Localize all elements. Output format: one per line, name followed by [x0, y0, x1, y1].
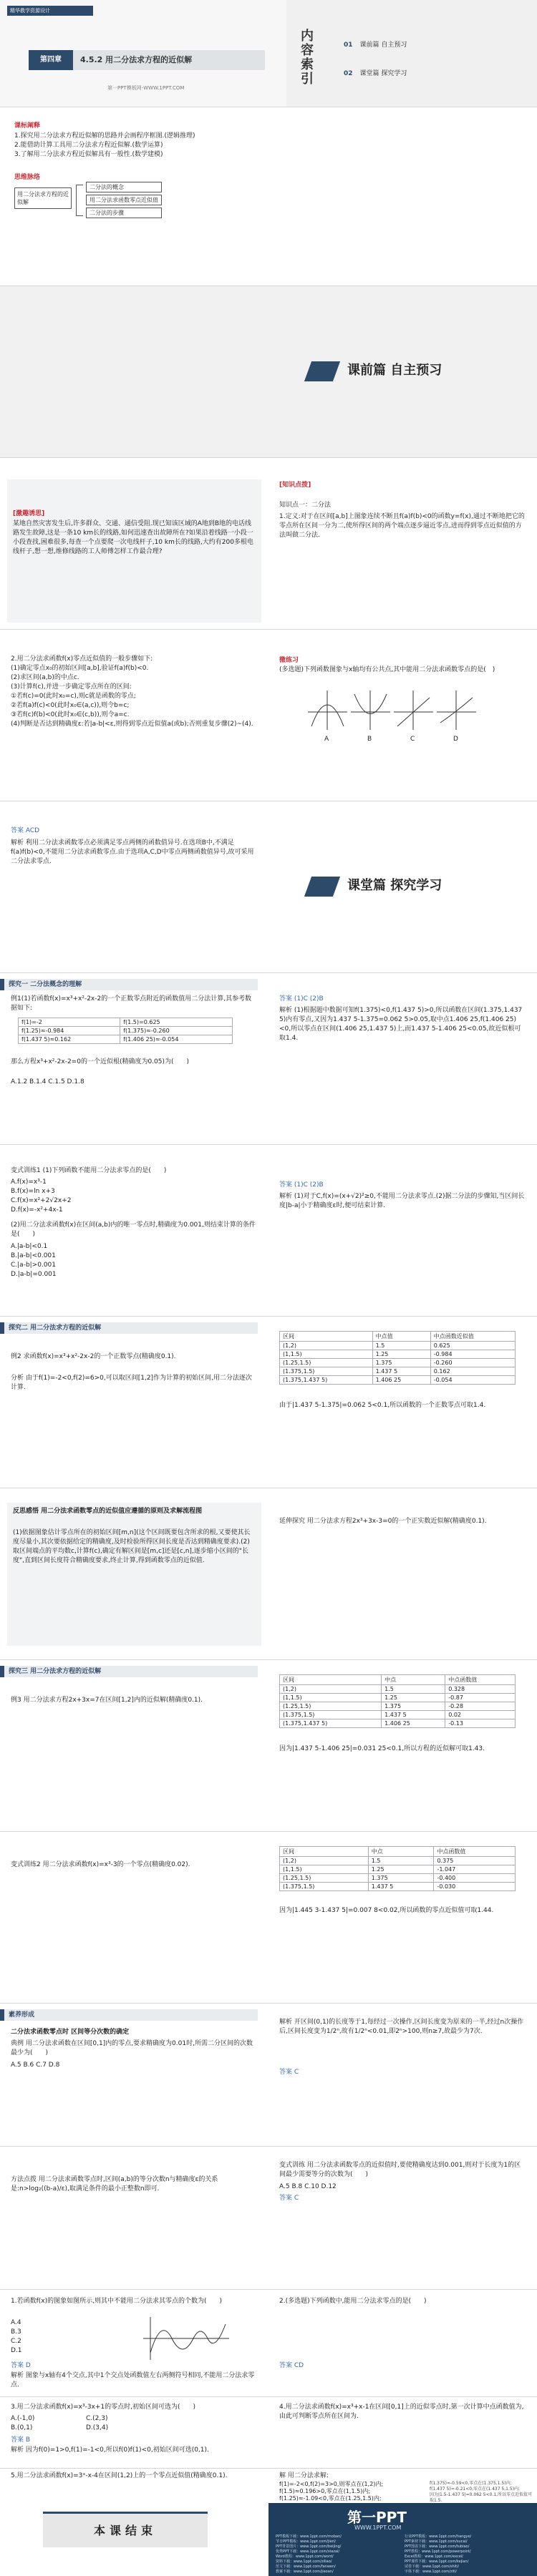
toc-label: 课堂篇 探究学习 — [359, 70, 407, 77]
answer: 答案 C — [279, 2195, 299, 2202]
table-row — [280, 1702, 516, 1711]
table-cell: 1.375 — [372, 1359, 430, 1367]
table-row — [280, 1694, 516, 1702]
table-cell: 1.5 — [382, 1685, 445, 1694]
col-header: 中点函数值 — [445, 1675, 516, 1685]
table-cell: (1.25,1.5) — [280, 1702, 382, 1711]
table-cell: 1.406 25 — [372, 1376, 430, 1385]
solution-line: f(1)=-2<0,f(2)=3>0,则零点在(1,2)内; — [279, 2481, 384, 2487]
solution-lines-extra — [430, 2481, 533, 2504]
section-bar — [0, 979, 258, 990]
table-cell: -1.047 — [434, 1865, 516, 1874]
table-cell: f(1.406 25)≈-0.054 — [120, 1035, 233, 1044]
map-item: 二分法的步骤 — [86, 208, 162, 218]
example-text: 例1(1)若函数f(x)=x³+x²-2x-2的一个正数零点附近的函数值用二分法计算,其参考数据如下: — [11, 995, 252, 1012]
explanation: 解析 开区间(0,1)的长度等于1,每经过一次操作,区间长度变为原来的一半,经过n次操作后,区间长度变为1/2ⁿ,故有1/2ⁿ<0.01,即2ⁿ>100,则n≥7,故最少为7次. — [279, 2019, 524, 2035]
option: C.f(x)=x²+2√2x+2 — [11, 1197, 72, 1204]
answer-2: 答案 CD — [279, 2362, 304, 2369]
option: C.|a-b|>0.001 — [11, 1262, 56, 1269]
table-cell: f(1.5)=0.625 — [120, 1018, 233, 1027]
table-cell: (1,2) — [280, 1857, 369, 1865]
col-header: 区间 — [280, 1847, 369, 1857]
options: A.1.2 B.1.4 C.1.5 D.1.8 — [11, 1078, 84, 1085]
answer: 答案 B — [11, 2436, 31, 2444]
option: D.|a-b|=0.001 — [11, 1271, 57, 1278]
table-row — [280, 1865, 516, 1874]
option: A.(-1,0) — [11, 2415, 35, 2422]
option: B.|a-b|<0.001 — [11, 1252, 56, 1259]
table-cell: 0.02 — [445, 1711, 516, 1719]
table-row — [280, 1719, 516, 1728]
slide-intro — [0, 458, 537, 630]
slide-practice-1 — [0, 2290, 537, 2397]
map-brace — [76, 185, 83, 216]
step-line: (1)确定零点x₀的初始区间[a,b],验证f(a)f(b)<0. — [11, 665, 149, 672]
goal-item: 1.探究用二分法求方程近似解的思路并会画程序框图.(逻辑推理) — [14, 132, 195, 140]
options-list-2 — [11, 1242, 57, 1279]
options-list — [11, 1178, 71, 1215]
table-cell: -0.030 — [434, 1883, 516, 1891]
question: 典例 用二分法求函数在区间[0,1]内的零点,要求精确度为0.01时,所需二分区间的次数最少为( ) — [11, 2040, 253, 2057]
link[interactable]: 优秀PPT下载：www.1ppt.com/xiazai/ — [276, 2550, 340, 2554]
link[interactable]: 字体下载：www.1ppt.com/ziti/ — [405, 2570, 457, 2574]
options-list — [11, 2318, 22, 2356]
option: B.f(x)=ln x+3 — [11, 1188, 55, 1195]
function-graph — [143, 2317, 229, 2360]
table-cell: -0.260 — [430, 1359, 515, 1367]
solution-line: f(1.5)≈0.196>0,零点在(1,1.5)内; — [279, 2488, 371, 2494]
col-header: 中点函数近似值 — [430, 1332, 515, 1342]
table-cell: (1.375,1.5) — [280, 1883, 369, 1891]
tip-text: 1.定义:对于在区间[a,b]上图象连续不断且f(a)f(b)<0的函数y=f(x),通过不断地把它的零点所在区间一分为二,使所得区间的两个端点逐步逼近零点,进而得到零点近似值的方法叫做二分法. — [279, 513, 525, 539]
footer-text: 第一PPT模板网-WWW.1PPT.COM — [107, 85, 185, 91]
goal-title: 课标阐释 — [14, 122, 41, 130]
iteration-table — [279, 1846, 516, 1891]
table-cell: 1.437 5 — [372, 1367, 430, 1376]
goal-item: 2.能借助计算工具用二分法求方程近似解.(数学运算) — [14, 142, 163, 149]
scene-title: [激趣诱思] — [13, 510, 45, 517]
tip-head: 知识点一：二分法 — [279, 502, 332, 509]
table-row — [280, 1874, 516, 1883]
step-line: 2.用二分法求函数f(x)零点近似值的一般步骤如下: — [11, 655, 153, 663]
table-cell: (1,2) — [280, 1342, 373, 1350]
banner-text: 课前篇 自主预习 — [347, 363, 442, 378]
table-cell: 0.162 — [430, 1367, 515, 1376]
topic-title: 二分法求函数零点时 区间等分次数的确定 — [11, 2029, 130, 2036]
step-line: (3)计算f(c),并进一步确定零点所在的区间: — [11, 683, 132, 691]
table-row — [19, 1018, 233, 1027]
table-cell: f(1.25)≈-0.984 — [19, 1027, 120, 1035]
table-row — [280, 1350, 516, 1359]
slide-banner-preview — [0, 286, 537, 458]
answer: 答案 C — [279, 2069, 299, 2076]
section-bar — [0, 1322, 258, 1334]
table-cell: 1.437 5 — [382, 1711, 445, 1719]
option: D.(3,4) — [86, 2424, 109, 2431]
data-table — [18, 1018, 233, 1044]
col-header: 中点 — [382, 1675, 445, 1685]
table-row — [280, 1376, 516, 1385]
table-cell: 1.437 5 — [368, 1883, 434, 1891]
table-cell: (1,1.5) — [280, 1694, 382, 1702]
section-bar-label: 素养形成 — [9, 2011, 35, 2019]
link[interactable]: PPT教程：www.1ppt.com/powerpoint/ — [405, 2550, 471, 2554]
option: B.(0,1) — [11, 2424, 33, 2431]
question: 1.若函数f(x)的图象如图所示,则其中不能用二分法求其零点的个数为( ) — [11, 2298, 222, 2305]
section-bar — [0, 2009, 258, 2021]
option: A.|a-b|<0.1 — [11, 1243, 48, 1250]
table-row — [280, 1711, 516, 1719]
link[interactable]: 资料下载：www.1ppt.com/ziliao/ — [276, 2560, 332, 2564]
choice-graphs — [308, 691, 480, 776]
question-2: 2.(多选题)下列函数中,能用二分法求零点的是( ) — [279, 2298, 427, 2305]
table-row — [280, 1367, 516, 1376]
toc-num: 01 — [344, 42, 353, 49]
scene-panel — [7, 479, 261, 623]
table-header — [280, 1332, 516, 1342]
section-bar-label: 探究三 用二分法求方程的近似解 — [9, 1668, 102, 1675]
reflection-text: (1)依据图象估计零点所在的初始区间[m,n](这个区间既要包含所求的根,又要使其长度尽量小,其次要依据给定的精确度,及时检验所得区间长度是否达到精确度要求).(2)取区间端点的平均数c,计算f(c),确定有解区间是[m,c]还是[c,n],逐步缩小区间的"长度",直到区间长度符合精确度要求,终止计算,得到函数零点的近似值. — [13, 1529, 251, 1564]
goal-list — [14, 132, 444, 160]
goal-item: 3.了解用二分法求方程近似解具有一般性.(数学建模) — [14, 151, 163, 158]
iteration-table — [279, 1674, 516, 1728]
choice-label: B — [367, 736, 372, 743]
option: D.f(x)=-x²+4x-1 — [11, 1206, 63, 1214]
answer: 答案 (1)C (2)B — [279, 1181, 324, 1189]
table-cell: f(1.437 5)≈0.162 — [19, 1035, 120, 1044]
slide-example3 — [0, 1660, 537, 1832]
solution-line: 因为|1.5-1.437 5|=0.062 5<0.1,所以零点近似值可取1.5. — [430, 2492, 533, 2503]
practice-title: 微练习 — [279, 657, 299, 664]
answer: 答案 ACD — [11, 827, 40, 834]
table-row — [280, 1342, 516, 1350]
step-line: (4)判断是否达到精确度ε:若|a-b|<ε,则得到零点近似值a(或b);否则重复步骤(2)~(4). — [11, 721, 253, 728]
options: A.5 B.8 C.10 D.12 — [279, 2183, 337, 2190]
toc-label: 课前篇 自主预习 — [359, 42, 407, 49]
table-cell: (1,2) — [280, 1685, 382, 1694]
table-cell: -0.28 — [445, 1702, 516, 1711]
map-item: 二分法的概念 — [86, 182, 162, 192]
choice-label: D — [453, 736, 458, 743]
reflection-title: 反思感悟 用二分法求函数零点的近似值应遵循的原则及求解流程图 — [13, 1508, 203, 1515]
slide-literacy — [0, 2004, 537, 2147]
table-cell: -0.984 — [430, 1350, 515, 1359]
slide-title — [0, 0, 537, 107]
table-cell: 1.5 — [372, 1342, 430, 1350]
option: C.2 — [11, 2338, 21, 2345]
link[interactable]: 试卷下载：www.1ppt.com/shiti/ — [405, 2565, 460, 2569]
section-bar-label: 探究一 二分法概念的理解 — [9, 981, 82, 988]
link[interactable]: 范文下载：www.1ppt.com/fanwen/ — [276, 2565, 336, 2569]
question-2: 4.用二分法求函数f(x)=x³+x-1在区间[0,1]上的近似零点时,第一次计算中点函数值为,由此可判断零点所在区间为. — [279, 2404, 524, 2420]
option: B.3 — [11, 2328, 21, 2336]
link[interactable]: 节日PPT模板：www.1ppt.com/jieri/ — [276, 2540, 336, 2544]
link[interactable]: PPT素材下载：www.1ppt.com/sucai/ — [405, 2540, 468, 2544]
slide-steps — [0, 630, 537, 801]
table-cell: (1.375,1.437 5) — [280, 1719, 382, 1728]
col-header: 中点值 — [372, 1332, 430, 1342]
question: 那么方程x³+x²-2x-2=0的一个近似根(精确度为0.05)为( ) — [11, 1058, 190, 1065]
end-text: 本课结束 — [93, 2524, 157, 2537]
question: 例2 求函数f(x)=x³+x²-2x-2的一个正数零点(精确度0.1). — [11, 1353, 176, 1360]
link[interactable]: PPT图表下载：www.1ppt.com/tubiao/ — [405, 2545, 470, 2549]
col-header: 中点 — [368, 1847, 434, 1857]
table-cell: 1.406 25 — [382, 1719, 445, 1728]
table-cell: 1.5 — [368, 1857, 434, 1865]
table-cell: 1.375 — [368, 1874, 434, 1883]
table-row — [280, 1883, 516, 1891]
step-line: ③若f(c)f(b)<0(此时x₀∈(c,b)),则令a=c. — [11, 711, 130, 718]
table-cell: 0.625 — [430, 1342, 515, 1350]
table-cell: (1.25,1.5) — [280, 1359, 373, 1367]
link[interactable]: PPT背景图片：www.1ppt.com/beijing/ — [276, 2545, 342, 2549]
question: 变式训练 用二分法求函数零点的近似值时,要使精确度达到0.001,则对于长度为1的区间最少需要等分的次数为( ) — [279, 2162, 521, 2178]
table-row — [280, 1857, 516, 1865]
map-item: 用二分法求函数零点近似值 — [86, 195, 162, 205]
col-header: 区间 — [280, 1675, 382, 1685]
slide-example2 — [0, 1317, 537, 1488]
table-cell: -0.87 — [445, 1694, 516, 1702]
answer: 答案 (1)C (2)B — [279, 995, 324, 1002]
section-bar-label: 探究二 用二分法求方程的近似解 — [9, 1324, 102, 1332]
table-cell: -0.054 — [430, 1376, 515, 1385]
practice-question: (多选题)下列函数图象与x轴均有公共点,其中能用二分法求函数零点的是( ) — [279, 666, 495, 673]
toc-item-1[interactable] — [344, 39, 407, 49]
option: D.1 — [11, 2347, 22, 2354]
explanation: 解析 利用二分法求函数零点必须满足零点两侧的函数值异号.在选项B中,不满足f(a)f(b)<0,不能用二分法求函数零点.由于选项A,C,D中零点两侧函数值异号,故可采用二分法求零点. — [11, 839, 254, 865]
explanation: 解析 因为f(0)=1>0,f(1)=-1<0,所以f(0)f(1)<0,初始区间可选(0,1). — [11, 2446, 209, 2454]
step-line: ①若f(c)=0(此时x₀=c),则c就是函数的零点; — [11, 693, 136, 700]
logo: 精华教学资源设计 — [7, 6, 93, 16]
solution-title: 解 用二分法求解: — [279, 2472, 329, 2479]
map-title: 思维脉络 — [14, 174, 41, 181]
table-row — [280, 1359, 516, 1367]
table-header — [280, 1847, 516, 1857]
table-cell: 0.375 — [434, 1857, 516, 1865]
choice-label: C — [410, 736, 415, 743]
steps-list — [11, 655, 258, 729]
map-items — [86, 182, 162, 218]
slide-practice-2 — [0, 2397, 537, 2469]
iteration-table — [279, 1331, 516, 1385]
link[interactable]: PPT课件下载：www.1ppt.com/kejian/ — [405, 2560, 469, 2564]
question: 变式训练1 (1)下列函数不能用二分法求零点的是( ) — [11, 1167, 167, 1174]
question-2: (2)用二分法求函数f(x)在区间(a,b)内的唯一零点时,精确度为0.001,则结束计算的条件是( ) — [11, 1221, 256, 1238]
solution-line: f(1.375)≈-0.59<0,零点在(1.375,1.5)内; — [430, 2481, 512, 2486]
banner-text: 课堂篇 探究学习 — [347, 878, 442, 893]
explanation: 解析 (1)对于C,f(x)=(x+√2)²≥0,不能用二分法求零点.(2)据二分法的步骤知,当区间长度|b-a|小于精确度ε时,便可结束计算. — [279, 1193, 525, 1209]
conclusion: 因为|1.445 3-1.437 5|=0.007 8<0.02,所以函数的零点近似值可取1.44. — [279, 1907, 494, 1914]
link[interactable]: 行业PPT模板：www.1ppt.com/hangye/ — [405, 2534, 472, 2539]
link[interactable]: Word教程：www.1ppt.com/word/ — [276, 2555, 334, 2559]
slide-answer-banner — [0, 801, 537, 973]
brand-url: WWW.1PPT.COM — [354, 2524, 402, 2531]
link[interactable]: Excel教程：www.1ppt.com/excel/ — [405, 2555, 463, 2559]
brand-logo: 第一PPT — [347, 2509, 407, 2526]
slide-variant1 — [0, 1145, 537, 1317]
col-header: 中点函数值 — [434, 1847, 516, 1857]
end-card — [43, 2512, 208, 2547]
solution-line: f(1.437 5)≈-0.21<0,零点在(1.437 5,1.5)内; — [430, 2487, 521, 2492]
slide-objectives — [0, 107, 537, 286]
table-cell: f(1)=-2 — [19, 1018, 120, 1027]
explanation: 解析 (1)根据题中数据可知f(1.375)<0,f(1.437 5)>0,所以函数在区间(1.375,1.437 5)内有零点,又因为1.437 5-1.375=0.062 5>0.05,取中点1.406 25,f(1.406 25)<0,所以零点在区间(1.406 25,1.437 5)上,而1.437 5-1.406 25<0.05,故近似根可取1.4. — [279, 1007, 523, 1042]
conclusion: 由于|1.437 5-1.375|=0.062 5<0.1,所以函数的一个正数零点可取1.4. — [279, 1402, 486, 1409]
banner-stripe — [304, 877, 340, 897]
tip-title: [知识点拨] — [279, 482, 311, 489]
question: 5.用二分法求函数f(x)=3ˣ-x-4在区间(1,2)上的一个零点近似值(精确度0.1). — [11, 2472, 228, 2479]
solution-line: f(1.25)≈-1.09<0,零点在(1.25,1.5)内; — [279, 2495, 382, 2502]
method-text: 方法点拨 用二分法求函数零点时,区间(a,b)的等分次数n与精确度ε的关系是:n>log₂((b-a)/ε),取满足条件的最小正整数n即可. — [11, 2176, 218, 2192]
question: 变式训练2 用二分法求函数f(x)=x³-3的一个零点(精确度0.02). — [11, 1861, 190, 1868]
table-cell: -0.13 — [445, 1719, 516, 1728]
table-cell: (1,1.5) — [280, 1350, 373, 1359]
table-row — [19, 1035, 233, 1044]
table-cell: -0.400 — [434, 1874, 516, 1883]
scene-text: 某地自然灾害发生后,许多群众、交通、通信受阻.现已知该区域的A地到B地的电话线路发生故障,这是一条10 km长的线路,如何迅速查出故障所在?如果沿着线路一小段一小段查找,困难很多,每查一个点要爬一次电线杆子,10 km长的线路,大约有200多根电线杆子,想一想,维修线路的工人师傅怎样工作最合理? — [13, 520, 253, 555]
table-cell: 1.25 — [372, 1350, 430, 1359]
table-cell: (1.25,1.5) — [280, 1874, 369, 1883]
table-cell: (1.375,1.5) — [280, 1367, 373, 1376]
table-header — [280, 1675, 516, 1685]
table-cell: (1,1.5) — [280, 1865, 369, 1874]
table-cell: f(1.375)≈-0.260 — [120, 1027, 233, 1035]
table-row — [19, 1027, 233, 1035]
chapter-tag: 第四章 — [29, 50, 73, 70]
table-cell: (1.375,1.437 5) — [280, 1376, 373, 1385]
title-band — [29, 50, 265, 70]
slide-method — [0, 2147, 537, 2290]
banner-stripe — [304, 361, 340, 381]
extension-question: 延伸探究 用二分法求方程2x³+3x-3=0的一个正实数近似解(精确度0.1). — [279, 1518, 487, 1525]
slide-example1 — [0, 973, 537, 1145]
table-cell: (1.375,1.5) — [280, 1711, 382, 1719]
brand-panel — [268, 2503, 537, 2576]
section-bar — [0, 1666, 258, 1677]
link[interactable]: 教案下载：www.1ppt.com/jiaoan/ — [276, 2570, 334, 2574]
toc-num: 02 — [344, 70, 353, 77]
table-cell: 0.328 — [445, 1685, 516, 1694]
slide-reflection — [0, 1488, 537, 1660]
table-row — [280, 1685, 516, 1694]
option: A.f(x)=x³-1 — [11, 1179, 47, 1186]
col-header: 区间 — [280, 1332, 373, 1342]
reflection-panel — [7, 1503, 261, 1646]
slide-variant2 — [0, 1832, 537, 2004]
toc-title: 内容索引 — [299, 29, 314, 86]
graph-grid — [308, 691, 480, 776]
toc-item-2[interactable] — [344, 68, 407, 77]
step-line: (2)求区间(a,b)的中点c. — [11, 674, 79, 681]
link-grid — [276, 2534, 530, 2575]
table-cell: 1.25 — [382, 1694, 445, 1702]
options-list — [11, 2414, 34, 2433]
toc-panel — [286, 0, 537, 107]
choice-label: A — [324, 736, 329, 743]
question: 例3 用二分法求方程2x+3x=7在区间[1,2]内的近似解(精确度0.1). — [11, 1697, 203, 1704]
conclusion: 因为|1.437 5-1.406 25|=0.031 25<0.1,所以方程的近似解可取1.43. — [279, 1745, 485, 1752]
options: A.5 B.6 C.7 D.8 — [11, 2062, 60, 2069]
map-root: 用二分法求方程的近似解 — [14, 187, 72, 209]
option: A.4 — [11, 2319, 21, 2326]
table-cell: 1.25 — [368, 1865, 434, 1874]
explanation: 解析 图象与x轴有4个交点,其中1个交点处函数值左右两侧符号相同,不能用二分法求零点. — [11, 2372, 255, 2389]
options-list — [86, 2414, 108, 2433]
table-cell: 1.375 — [382, 1702, 445, 1711]
step-line: ②若f(a)f(c)<0(此时x₀∈(a,c)),则令b=c; — [11, 702, 130, 709]
link[interactable]: PPT模板下载：www.1ppt.com/moban/ — [276, 2534, 342, 2539]
analysis: 分析 由于f(1)=-2<0,f(2)=6>0,可以取区间[1,2]作为计算的初始区间,用二分法逐次计算. — [11, 1375, 252, 1391]
option: C.(2,3) — [86, 2415, 108, 2422]
answer: 答案 D — [11, 2362, 31, 2369]
section-title: 4.5.2 用二分法求方程的近似解 — [80, 55, 193, 64]
question: 3.用二分法求函数f(x)=x³-3x+1的零点时,初始区间可选为( ) — [11, 2404, 196, 2411]
